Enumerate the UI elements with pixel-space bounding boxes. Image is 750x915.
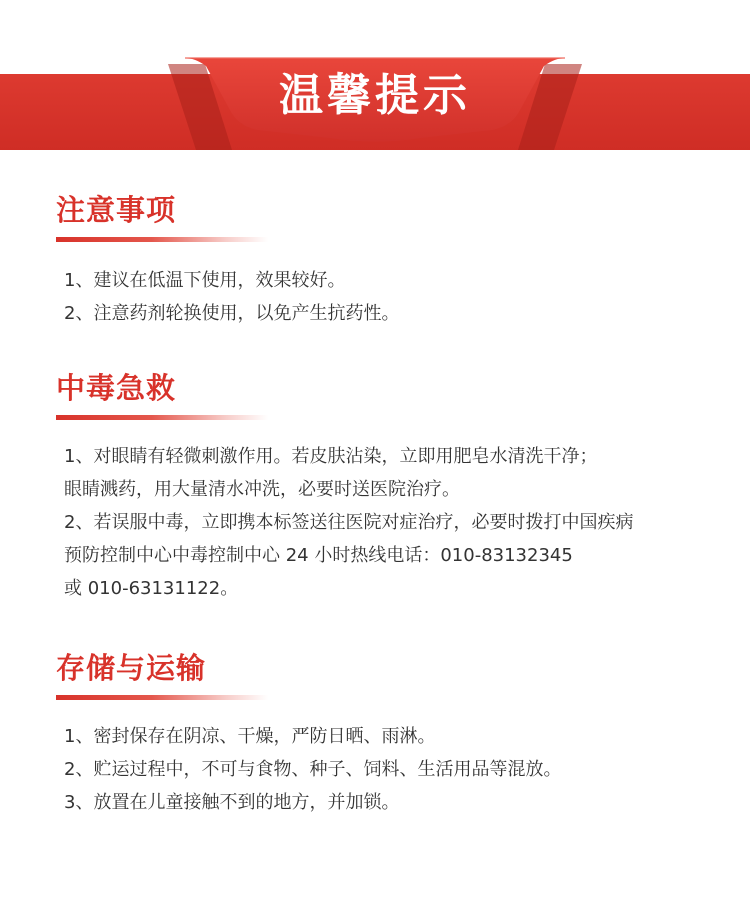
text-line: 2、若误服中毒，立即携本标签送往医院对症治疗，必要时拨打中国疾病 <box>64 512 634 533</box>
text-line: 预防控制中心中毒控制中心 24 小时热线电话：010-83132345 <box>64 545 573 566</box>
text-line: 1、密封保存在阴凉、干燥，严防日晒、雨淋。 <box>64 726 436 747</box>
section-first-aid <box>56 368 716 605</box>
banner-title: 温馨提示 <box>279 70 471 121</box>
section-precautions <box>56 190 716 330</box>
section-heading: 存储与运输 <box>56 651 207 685</box>
heading-underline <box>56 415 268 420</box>
text-line: 眼睛溅药，用大量清水冲洗，必要时送医院治疗。 <box>64 479 460 500</box>
section-body <box>64 720 716 819</box>
header-banner <box>0 0 750 160</box>
heading-underline <box>56 695 268 700</box>
section-heading: 注意事项 <box>56 193 177 227</box>
text-line: 1、建议在低温下使用，效果较好。 <box>64 270 346 291</box>
section-body <box>64 264 716 330</box>
heading-underline <box>56 237 268 242</box>
text-line: 或 010-63131122。 <box>64 578 239 599</box>
text-line: 2、注意药剂轮换使用，以免产生抗药性。 <box>64 303 400 324</box>
section-body <box>64 440 716 605</box>
section-heading: 中毒急救 <box>56 371 177 405</box>
section-storage-transport <box>56 648 716 819</box>
text-line: 1、对眼睛有轻微刺激作用。若皮肤沾染，立即用肥皂水清洗干净； <box>64 446 598 467</box>
text-line: 3、放置在儿童接触不到的地方，并加锁。 <box>64 792 400 813</box>
text-line: 2、贮运过程中，不可与食物、种子、饲料、生活用品等混放。 <box>64 759 562 780</box>
